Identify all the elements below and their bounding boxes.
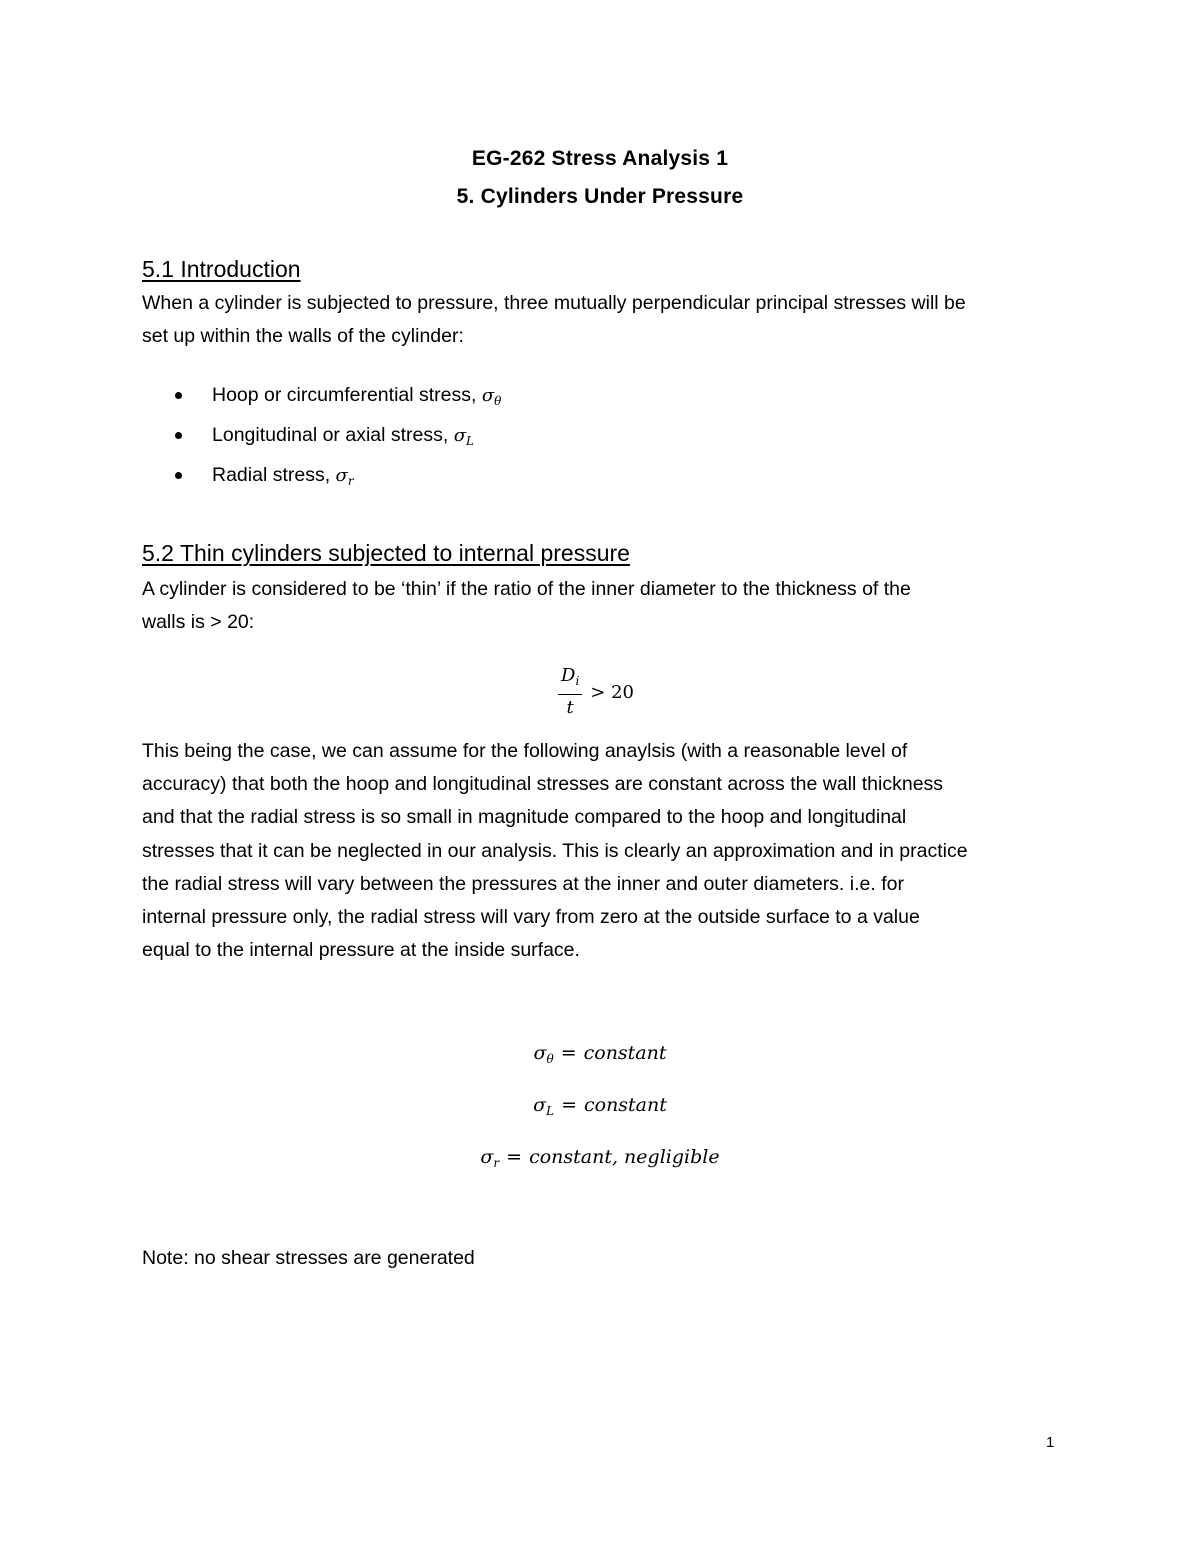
- analysis-line: This being the case, we can assume for the following anaylsis (with a reasonable level of: [142, 740, 908, 762]
- analysis-line: and that the radial stress is so small in magnitude compared to the hoop and longitudinal: [142, 806, 907, 829]
- thin-definition-line-2: walls is > 20:: [142, 611, 255, 634]
- fraction: [558, 664, 582, 720]
- list-item: [142, 418, 742, 458]
- fraction-numerator: $D_i$: [558, 664, 582, 695]
- analysis-line: equal to the internal pressure at the inside surface.: [142, 939, 580, 962]
- analysis-line: internal pressure only, the radial stress will vary from zero at the outside surface to a value: [142, 906, 920, 929]
- intro-line-2: set up within the walls of the cylinder:: [142, 325, 464, 348]
- ratio-relation: > 20: [590, 681, 634, 703]
- intro-line-1: When a cylinder is subjected to pressure, three mutually perpendicular principal stresses will be: [142, 292, 966, 314]
- list-item-text: Hoop or circumferential stress,: [212, 384, 482, 406]
- equation-hoop-stress: $\sigma_\theta$ = constant: [533, 1042, 667, 1066]
- stress-list: [142, 378, 742, 498]
- analysis-line: the radial stress will vary between the pressures at the inner and outer diameters. i.e. for: [142, 872, 904, 895]
- bullet-icon: [175, 392, 182, 399]
- analysis-line: stresses that it can be neglected in our analysis. This is clearly an approximation and in practice: [142, 839, 968, 862]
- thin-ratio-equation: [558, 664, 634, 720]
- list-item: [142, 458, 742, 498]
- list-item-text: Radial stress,: [212, 464, 336, 486]
- analysis-line: accuracy) that both the hoop and longitudinal stresses are constant across the wall thickness: [142, 773, 944, 796]
- list-item-text: Longitudinal or axial stress,: [212, 424, 454, 446]
- page-number: 1: [1046, 1434, 1055, 1451]
- math-symbol: $\sigma_\theta$: [481, 385, 502, 408]
- thin-definition-paragraph: [142, 573, 1058, 639]
- equation-longitudinal-stress: $\sigma_L$ = constant: [533, 1094, 667, 1118]
- thin-definition-line-1: A cylinder is considered to be ‘thin’ if the ratio of the inner diameter to the thickness of the: [142, 578, 911, 600]
- intro-paragraph: [142, 287, 1058, 353]
- chapter-title: 5. Cylinders Under Pressure: [456, 185, 744, 208]
- math-symbol: $\sigma_L$: [453, 425, 474, 448]
- fraction-denominator: t: [566, 697, 574, 718]
- bullet-icon: [175, 472, 182, 479]
- equation-radial-stress: $\sigma_r$ = constant, negligible: [480, 1146, 720, 1170]
- section-heading-introduction: 5.1 Introduction: [142, 256, 301, 282]
- bullet-icon: [175, 432, 182, 439]
- analysis-paragraph: [142, 735, 1058, 967]
- course-title: EG-262 Stress Analysis 1: [471, 147, 729, 170]
- section-heading-thin-cylinders: 5.2 Thin cylinders subjected to internal pressure: [142, 540, 630, 566]
- math-symbol: $\sigma_r$: [335, 465, 354, 488]
- note-text: Note: no shear stresses are generated: [142, 1247, 475, 1269]
- list-item: [142, 378, 742, 418]
